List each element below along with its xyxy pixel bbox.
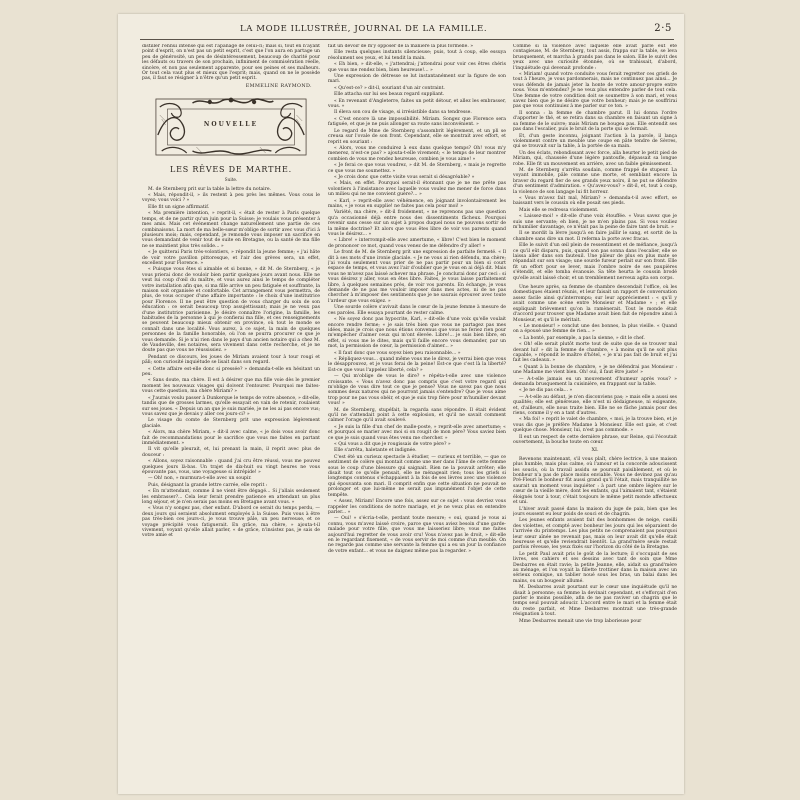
paragraph: Et, d'un geste inconnu, joignant l'action à la parole, il lança violemment contre un meuble une coupe en pâte tendre de Sèvres, qui se trouvait sur la table, à la portée de sa main. xyxy=(513,133,677,150)
paragraph: « Je quitterai Paris très-volontiers, » répondit la jeune femme; « j'ai hâte de voir votre pavillon pittoresque, et l'air des grèves sera, un effet, excellent pour Florence. » xyxy=(142,250,320,266)
column-1 xyxy=(142,44,320,784)
paragraph: Puis, désignant la grande lettre carrée, elle reprit : xyxy=(148,482,268,488)
paragraph: « Karl, » reprit-elle avec véhémence, en joignant involontairement les mains, « je vous en supplie! ne faites pas cela pour moi! » xyxy=(328,198,506,209)
paragraph: — Qui m'oblige de vous le dire? » répéta-t-elle avec une violence croissante. « Vous n'avez donc pas compris que c'est votre regard qui m'oblige de vous dire tout ce que je pense? Vous ne savez pas que nous sommes deux natures qui ne pourront jamais s'entendre? Que je vous aime trop pour ne pas vous obéir, et que je suis trop fière pour m'humilier devant vous! » xyxy=(328,374,506,407)
paragraph: — Oh! non, » murmura-t-elle avec un soupir. xyxy=(148,476,252,482)
paragraph: « Alors, ma chère Miriam, » dit-il avec calme, « je dois vous avoir donc fait de recommandations pour le sacrifice que vous me faites en partant immédiatement. » xyxy=(142,430,320,446)
paragraph: « Quant à la bonne de chambre, » je ne défendrai pas Monsieur : une Madame me vient bien. Oh! oui, il faut être juste! » xyxy=(513,364,677,376)
page-sheet xyxy=(118,14,684,794)
paragraph: Une heure après, sa femme de chambre descendait l'office, où les domestiques étaient réunis, et leur faisait un rapport de conversation assez facile ainsi qu'interrompu; sur leur appréciement : « qu'il y avait comme une scène entre Monsieur et Madame » ; et elle expliquait brièvement qu'on la ramènerait. Tout le monde était d'accord pour trouver que Madame avait bien fait de répondre ainsi à Monsieur, et qu'il le méritait. xyxy=(513,285,677,323)
section-number: XI. xyxy=(591,447,599,454)
paragraph: « En m'attendant, comme il ne vient être dégagé... Si j'allais seulement les embrasser?... Cela leur ferait prendre patience en attendant un plus long séjour, et je n'en serais pas moins en Bretagne avant vous. » xyxy=(142,489,320,505)
paragraph: M. de Sternberg s'arrêta soudain, comme frappé de stupeur. La voyant immobile, pâle comme une morte, et semblant encore la braver du regard fier de ses grands yeux noirs, il ne put se défendre d'un sentiment d'admiration. « Qu'avez-vous? » dit-il, et, tout à coup, la violence de son langage lui fit horreur. xyxy=(513,167,677,195)
paragraph: Le petit Paul avait pris le goût de la lecture; il s'occupait de ses livres, ses cahiers et ses dessins avec tant de soin que Mme Desbarres en était ravie; la petite Jeanne, elle, aidait sa grand'mère au ménage, et l'on voyait la fillette trottiner dans la maison avec un sérieux comique, un tablier noué sous les bras, un balai dans les mains, ou un bougeoir allumé. xyxy=(513,551,677,584)
paragraph: « Vous m'avez fait mal, Miriam? » demanda-t-il avec effort, se baissant vers le coussin où elle posait ses pieds. xyxy=(513,195,677,207)
paragraph: Variété, ma chère, » dit-il froidement, « ne reprenons pas une question qu'a occasionné déjà entre nous des dissentiments fâcheux. Pourquoi revenir sans cesse sur un sujet à propos duquel nous ne pouvons sortir de la même doctrine? Et alors que vous êtes libre de voir vos parents quand vous le désirez... » xyxy=(328,210,506,237)
running-header xyxy=(118,22,684,38)
paragraph: « Répliquez-vous... quand même vous me le direz, je verrai bien que vous le désapprouvez, et je vous ferai de la peine! Est-ce que c'est là la liberté? Est-ce que vous l'appelez liberté, cela? » xyxy=(328,356,506,373)
paragraph: « Puisque vous êtes si aimable et si bonne, » dit M. de Sternberg, « je vous prierai donc de vouloir bien partir quelques jours avant nous. Elle ne veut lui coup d'œil du maître, et vous aurez ainsi le temps de compléter votre installation afin que, si ma fille arrive un peu fatiguée et souffrante, la maison soit organisée et confortable. Cet arrangement vous permettra, de plus, de vous occuper d'une affaire importante : le choix d'une institutrice pour Florence. Il ne peut être question de vous charger du soin de son éducation : ce serait beaucoup trop assujettissant; mais je ne veux pas d'une institutrice parisienne. Je désire connaître l'origine, la famille, les habitudes de la personne à qui je confierai ma fille, et ces renseignements se peuvent beaucoup mieux obtenir en province, où tout le monde se connaît dans une localité. Vous aurez, à ce sujet, la main de quelques personnes de la famille honorable, où l'on se pourra procurer ce que je vous demande. Si je n'ai rien dans le pays d'un ancien notaire qui a chez M. de Vaudeville, des notaires, sera vivement dans cette recherche, et je ne doute pas que vous ne réussissiez. » xyxy=(142,267,320,354)
paragraph: Elle resta quelques instants silencieuse; puis, tout à coup, elle essuya résolument ses yeux, et lui tendit la main. xyxy=(328,50,506,61)
paragraph: Le regard de Mme de Sternberg s'assombrit légèrement, et un pli se creusa sur l'ovale de son front. Cependant, elle se montrait avec effort, et reprit en souriant : xyxy=(328,128,506,145)
paragraph: M. Desbarres avait pourtant sur le cœur une inquiétude qu'il ne disait à personne; sa femme la devinait cependant, et s'efforçait d'en parler le moins possible, afin de ne pas raviver un chagrin que le temps seul pouvait adoucir. L'accord entre le mari et la femme était du reste parfait, et Mme Desbarres montrait une très-grande résignation à tout. xyxy=(513,585,677,618)
paragraph: Une expression de détresse se lut instantanément sur la figure de son mari. xyxy=(328,74,506,85)
paragraph: « Mais, en effet. Pourquoi serait-il étonnant que je ne me prête pas volontiers à l'insistance avec laquelle vous voulez me mener de force dans un milieu qui ne me convient guère?... » xyxy=(328,181,506,198)
paragraph: Comme si la violence avec laquelle elle avait parlé eût été contagieuse, M. de Sternberg, tout assis, frappa sur la table, se leva brusquement, et marcha à grands pas dans le salon. Elle le suivit des yeux avec une curiosité étonnée, où se trahissait, d'abord, l'inquiétude qui devenait profonde : xyxy=(513,44,677,71)
paragraph: « Ne soyez donc pas hypocrite, Karl, » dit-elle d'une voix qu'elle voulait encore rendre ferme; « je sais très bien que vous ne partagez pas mes idées, mais je crois que nous étions convenus que vous ne feriez rien pour m'empêcher d'aimer ceux qui m'ont élevée. Libre!... je suis bien libre, en effet, si vous me le dites, mais qu'il faille encore vous demander, par un mot, la permission de cœur, la permission d'aimer... » xyxy=(328,317,506,350)
paragraph: — A-t-elle jamais eu un mouvement d'humeur après vous? » demanda brusquement la cuisinière, en frappant sur la table. xyxy=(513,376,677,387)
paragraph: M. de Sternberg prit sur la table la lettre du notaire. xyxy=(148,186,272,192)
paragraph: « Qu'est-ce? » dit-il, souriant d'un air contraint. xyxy=(334,85,445,91)
paragraph: Un des éclats, rebondissant avec force, alla heurter le petit pied de Miriam, qui, chaussée d'une légère pantoufle, dépassait sa longue robe. Elle fit un mouvement en arrière, avec un faible gémissement. xyxy=(513,150,677,167)
paragraph: « Cette affaire est-elle donc si pressée? » demanda-t-elle en hésitant un peu. xyxy=(142,366,320,378)
paragraph: « Il faut donc que vous soyez bien peu raisonnable... » xyxy=(334,350,461,356)
paragraph: « Allons, soyez raisonnable : quand j'ai cru être réussi, vous me pouvez quelques jours là-bas. Un trajet de dix-huit ou vingt heures ne vous épouvante pas, vous, une voyageuse si intrépide! » xyxy=(142,459,320,475)
paragraph: « J'aurais voulu passer à Dunkerque le temps de votre absence, » dit-elle, tandis que de grosses larmes, qu'elle essayait en vain de retenir, roulaient sur ses joues. « Depuis un an que je suis mariée, je ne les ai pas encore vus; vous savez que je devais y aller ces jours-ci? » xyxy=(142,395,320,417)
col1-top-text xyxy=(142,44,320,82)
paragraph: « Je ne dis pas cela... » xyxy=(519,388,573,394)
column-3 xyxy=(513,44,677,784)
paragraph: fait un devoir de m'y opposer de la manière la plus formelle. » xyxy=(328,44,474,49)
paragraph: « Oh! elle serait plutôt morte tout de suite que de se trouver mal devant lui! » dit la femme de chambre, « à moins qu'il ne soit plus capable, » répondit le maître d'hôtel, « je n'ai pas fait de bruit et j'ai fait les cadeaux. » xyxy=(513,342,677,364)
paragraph: Le front de M. de Sternberg prit une expression de parfaite fermeté. « Il dit à ses mots d'une ironie glaciale. « Je ne vous ai rien défendu, ma chère; j'ai voulu seulement vous prier de ne pas partir pour un bien si court espace de temps, et vous avez l'air d'oublier que je vous en ai déjà dit. Mais vous ne m'avez pas laissé achever ma phrase. Je conclurai donc par ceci : si vous désirez y aller, vous en êtes libre. Faites, je vous laisse parfaitement libre, à quelques semaines près, de voir vos parents. En échange, je vous demande de ne pas me vouloir imposer dans mes actes, ni de ne pas chercher à m'imposer des sentiments que je ne saurais éprouver avec toute l'ardeur que vous exigez. » xyxy=(328,250,506,304)
paragraph: — Oui! » s'écria-t-elle, perdant toute mesure; « oui, quand je vous ai connu, vous m'avez laissé croire, parce que vous aviez besoin d'une garde-malade pour votre fille, que vous me laisseriez libre; vous me faites aujourd'hui regretter de vous avoir cru! Vous n'avez pas le droit, » dit-elle en le regardant fixement, « de vous servir de moi comme d'un meuble. On ne regarde pas comme une servante la femme qui a eu un jour la confiance de votre enfant... et vous ne daignez même pas la regarder. » xyxy=(328,516,506,554)
paragraph: « Eh bien, » dit-elle, « j'attendrai; j'attendrai pour voir ces êtres chéris que vous me rendez bien, bien heureuse!... » xyxy=(328,62,506,73)
paragraph: Elle fit un signe affirmatif. xyxy=(148,204,210,210)
paragraph: « Je ferai ce que vous voudrez, » dit M. de Sternberg, « mais je regrette ce que vous me soumettez. » xyxy=(328,163,506,174)
paragraph: « Mais, répondit-il, » ils restent à peu près les mêmes. Vous cous le voyez; vous voici ? » xyxy=(142,193,320,204)
paragraph: Il se mordit la lèvre jusqu'à en faire jaillir le sang, et sortit de la chambre sans dire un mot. Il referma la porte avec fracas. xyxy=(513,231,677,242)
page-number: 2·5 xyxy=(654,23,672,34)
paragraph: « Miriam! quand votre conduite vous ferait regretter ces griefs de tout à l'heure, je vous pardonnerais, mais ne continuez pas ainsi... Je vous défends de jamais jeter la honte de votre amour-propre entre nous. Vous m'entendez? Je ne veux plus entendre parler de tout cela. Une femme de votre condition doit se soumettre à son mari, et vous savez bien que je ne désire que votre bonheur; mais je ne souffrirai pas que vous continuiez à me parler sur ce ton. » xyxy=(513,72,677,110)
paragraph: Les jeunes enfants avaient fait des bonhommes de neige, cueilli des violettes, et compté avec bonheur les jours qui les séparaient de l'arrivée du printemps. Les plus petits ne comprenaient pas pourquoi leur sœur aînée ne revenait pas, mais on leur avait dit qu'elle était heureuse et qu'elle reviendrait bientôt. La grand'mère seule restait parfois rêveuse, les yeux fixés sur l'horizon du côté de la Bretagne. xyxy=(513,518,677,551)
paragraph: L'hiver avait passé dans la maison du juge de paix, bien que les jours eussent eu leur poids de souci et de chagrin. xyxy=(513,506,677,517)
paragraph: « Je crois donc que cette visite vous serait si désagréable? » xyxy=(334,174,475,180)
paragraph: Il vit qu'elle pleurait, et, lui prenant la main, il reprit avec plus de douceur : xyxy=(142,447,320,458)
paragraph: Revenons maintenant, s'il vous plaît, chère lectrice, à une maison plus humble, mais plus calme, où l'amour et la concorde adoucissent les soucis, où la travail assidu se poursuit paisiblement, et où le bonheur n'a pas de place moins enviable. Vous ne devinez pas qu'au Pré-Fleuri le bonheur fût aussi grand qu'il l'était, mais tranquillité ne saurait un moment vous inquiéter : à part une ombre légère sur le cœur de la vieille mère, dont les enfants, qui l'aimaient tant, s'étaient éloignés tour à tour, c'était toujours le même petit monde affectueux et uni. xyxy=(513,456,677,506)
paragraph: Elle attacha sur lui ses beaux regard suppliant. xyxy=(334,92,445,98)
journal-title: LA MODE ILLUSTRÉE, JOURNAL DE LA FAMILLE. xyxy=(240,24,488,34)
col1-story-text xyxy=(142,187,320,539)
paragraph: C'est été un curieux spectacle à étudier, — curieux et terrible, — que ce sentiment de colère qui montait comme une mer dans l'âme de cette femme sous le coup d'une blessure qui saignait. Rien ne la pouvait arrêter; elle disait tout ce qu'elle pensait, elle ne ménageait rien; tous les griefs si longtemps contenus s'échappaient à la fois de ses lèvres avec une violence qui épouvanta son mari. Il comprit enfin que cette situation ne pouvait se prolonger et que lui-même ne serait pas impunément l'objet de cette tempête. xyxy=(328,454,506,498)
paragraph: « Je suis la fille d'un chef de malle-poste, » reprit-elle avec amertume; « et pourquoi se marier avec moi si on rougit de mon père? Vous saviez bien ce que je suis quand vous êtes venu me chercher. » xyxy=(328,424,506,441)
paragraph: Il éleva son cou de visage, si irrésistible dans sa tendresse. xyxy=(334,110,472,116)
paragraph: « Sans doute, ma chère. Il est à désirer que ma fille voie dès le premier moment les nouveaux visages qui doivent l'entourer. Pourquoi me faites-vous cette question, ma chère Miriam? » xyxy=(142,378,320,395)
paragraph: distiller l'ennui intense qui est l'apanage de celui-ci; mais si, tout en n'ayant point d'esprit, on n'est pas un petit esprit, c'est que l'on aura en partage un peu de générosité, un peu de désintéressement, beaucoup de charité pour les défauts ou travers de son prochain, infiniment de commisération réelle, sincère, et non pas seulement apparente, pour ses peines et ses malheurs. Or tout cela vaut plus et mieux que l'esprit; mais, quand on ne le possède pas, il faut se résigner à n'être qu'un petit esprit. xyxy=(142,44,320,82)
paragraph: « Qui vous a dit que je rougissais de votre père? » xyxy=(334,442,451,448)
paragraph: Une sourde colère s'avivait dans le cœur de la jeune femme à mesure de ces paroles. Elle essaya pourtant de rester calme. xyxy=(328,305,506,316)
paragraph: « Ma première intention, » reprit-il, « était de rester à Paris quelque temps, et de ne partir qu'un juin pour la Suisse; je voulais vous présenter à mes amis. Mais cet événement change naturellement une partie de ces combinaisons. La mort de ma belle-sœur m'oblige de sortir avec vous d'ici à plusieurs mois; mais, cependant, je remonde vous imposer un sacrifice en vous demandant de venir tout de suite en Bretagne, ou la santé de ma fille ne se maintient plus très solide... » xyxy=(142,211,320,249)
column-2 xyxy=(328,44,506,784)
author-signature: EMMELINE RAYMOND. xyxy=(245,83,312,89)
paragraph: « Ma foi! » reprit le valet de chambre, « moi, je la trouve bien, et je vous dis que je préfère Madame à Monsieur. Elle est gaie, et c'est quelque chose. Monsieur, lui, n'est pas commode. » xyxy=(513,417,677,434)
paragraph: « Assez, Miriam! Encore une fois, assez sur ce sujet : vous devriez vous rappeler les conditions de notre mariage, et je ne veux plus en entendre parler... » xyxy=(328,499,506,515)
paragraph: « Vous n'y songez pas, cher enfant. D'abord ce serait du temps perdu, — deux jours qui seraient absolument employés à la Suisse. Puis vous à être pas très-bien ces jours-ci, je vous trouve pâle, un peu nerveuse, et ce voyage précipité vous fatiguerait. En grâce, ma chère, » ajouta-t-il vivement, voyant qu'elle allait parler, « de grâce, n'insistez pas, je sais de votre amie et xyxy=(142,506,320,539)
paragraph: « Libre! » interrompit-elle avec amertume, « libre! C'est bien le moment de prononcer ce mot, quand vous venez de me défendre d'y aller! » xyxy=(328,238,506,249)
story-subtitle: Suite. xyxy=(224,177,238,183)
paragraph: « Laissez-moi! » dit-elle d'une voix étouffée. « Vous savez que je suis une servante; eh bien, je ne m'en plains pas. Si vous vouliez m'humilier davantage, ce n'était pas la peine de faire tant de bruit. » xyxy=(513,214,677,230)
paragraph: « C'est encore là une impossibilité. Miriam. Songez que Florence sera fatiguée, et que je ne puis allonger sa route sans inconvénient. » xyxy=(328,116,506,128)
paragraph: Il eut un respect de cette dernière phrase, sur Reine, qui l'écoutait ouvertement, la bouche toute en cœur. xyxy=(513,434,677,446)
paragraph: — A-t-elle au défaut, je n'en disconviens pas; » mais elle a aussi ses qualités; elle est généreuse, elle n'est ni dédaigneuse, ni exigeante, et, d'ailleurs, elle nous traite bien. Elle ne se fâche jamais pour des riens, comme il y en a tant d'autres. xyxy=(513,394,677,416)
story-title: LES RÊVES DE MARTHE. xyxy=(169,165,293,175)
paragraph: Elle s'arrêta, haletante et indignée. xyxy=(334,448,417,454)
paragraph: « La bonté, par exemple, a pas la sienne, » dit le chef. xyxy=(519,335,645,341)
paragraph: « Le monsieur! » conclut une des bonnes, la plus vieille. « Quand on a épousé une femme de rien... » xyxy=(513,323,677,335)
paragraph: M. de Sternberg, stupéfait, la regarda sans répondre. Il était évident qu'il ne s'attendait point à cette explosion, et qu'il ne savait comment calmer l'orage qu'il avait soulevé. xyxy=(328,407,506,424)
vignette-label: NOUVELLE xyxy=(203,121,259,129)
paragraph: Il sonna : la femme de chambre parut. Il lui donna l'ordre d'apporter le thé, et se retira dans sa chambre en faisant un signe à sa femme de le suivre; mais Miriam ne bougea pas. Elle entendit ses pas dans l'escalier, puis le bruit de la porte qui se fermait. xyxy=(513,110,677,133)
paragraph: Le visage du comte de Sternberg prit une expression légèrement glaciale. xyxy=(142,418,320,429)
paragraph: « Alors, vous me conduirez à eux dans quelque temps? Oh! vous m'y menerez, n'est-ce pas? » ajouta-t-elle vivement; « le temps de leur montrer combien de vous me rendez heureuse, combien je vous aime! » xyxy=(328,145,506,162)
header-rule xyxy=(140,39,674,40)
paragraph: Elle le suivit d'un œil plein de ressentiment et de méfiance, jusqu'à ce qu'il eût disparu, puis, quand son pas sonna dans l'escalier, elle se laissa aller dans son fauteuil. Une pâleur de plus en plus mate se répandait sur son visage; une sourde fureur perlait sur son front. Elle fit un effort pour se lever, mais l'ombre noire de ses paupières s'étendit, et elle tomba évanouie. Sa tête heurta le coussin brodé qu'elle avait laissé choir, et un tremblement nerveux agita son corps. xyxy=(513,243,677,281)
paragraph: Mme Desbarres menait une vie trop laborieuse pour xyxy=(519,618,642,624)
nouvelle-vignette xyxy=(154,95,308,159)
paragraph: Pendant ce discours, les joues de Miriam avaient tour à tour rougi et pâli; son curiosité inquiétude se lisait dans son regard. xyxy=(142,354,320,366)
paragraph: « En revenant d'Angleterre, faites un petit détour, et allez les embrasser, vous. » xyxy=(328,98,506,110)
paragraph: Mais elle se redressa violemment. xyxy=(519,207,599,213)
